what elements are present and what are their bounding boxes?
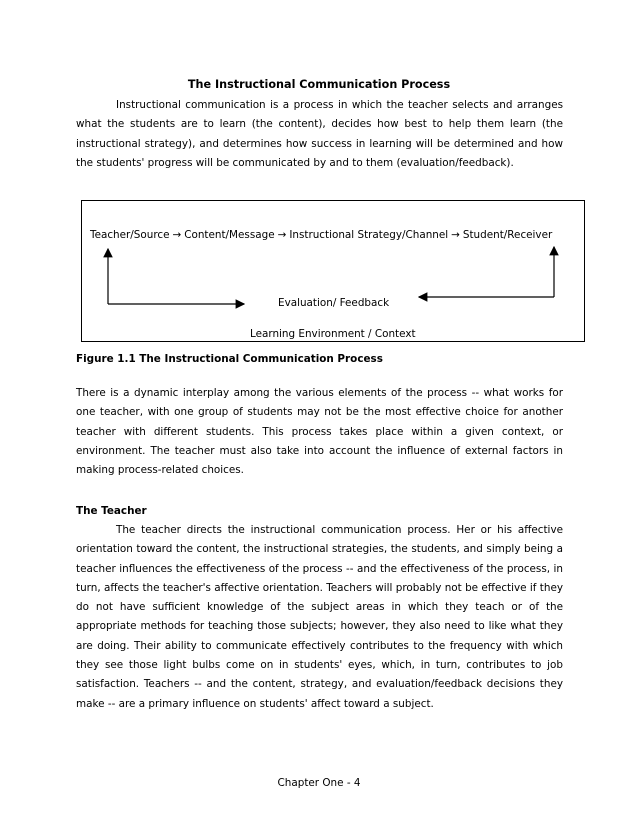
feedback-arrows [82,201,586,343]
process-diagram [81,200,585,342]
interplay-paragraph [76,384,563,480]
arrow-right-icon: → [172,229,182,241]
node-teacher-source: Teacher/Source [90,229,170,241]
node-instructional-strategy: Instructional Strategy/Channel [289,229,449,241]
page-title: The Instructional Communication Process [187,78,451,91]
figure-caption: Figure 1.1 The Instructional Communication Process [76,353,383,365]
intro-paragraph [76,96,563,173]
intro-text: Instructional communication is a process in which the teacher selects and arranges what the students are to learn (the content), decides how best to help them learn (the instructional strategy), and determines how success in learning will be determined and how the students' progress will be communicated by and to them (evaluation/feedback). [76,99,563,169]
teacher-paragraph [76,521,563,714]
page-footer: Chapter One - 4 [277,777,361,789]
arrow-right-icon: → [451,229,460,241]
environment-label: Learning Environment / Context [250,328,416,340]
arrow-right-icon: → [277,229,287,241]
interplay-text: There is a dynamic interplay among the various elements of the process -- what works for one teacher, with one group of students may not be the most effective choice for another teacher with different students. This process takes place within a given context, or environment. The teacher must also take into account the influence of external factors in making process-related choices. [76,387,563,477]
section-heading: The Teacher [76,505,147,517]
node-content-message: Content/Message [184,229,275,241]
feedback-label: Evaluation/ Feedback [278,297,390,309]
node-student-receiver: Student/Receiver [462,229,553,241]
teacher-text: The teacher directs the instructional communication process. Her or his affective orientation toward the content, the instructional strategies, the students, and simply being a teacher influences the effectiveness of the process -- and the effectiveness of the process, in turn, affects the teacher's affective orientation. Teachers will probably not be effective if they do not have sufficient knowledge of the subject areas in which they teach or of the appropriate methods for teaching those subjects; however, they also need to like what they are doing. Their ability to communicate effectively contributes to the frequency with which they see those light bulbs come on in students' eyes, which, in turn, contributes to job satisfaction. Teachers -- and the content, strategy, and evaluation/feedback decisions they make -- are a primary influence on students' affect toward a subject. [76,524,563,710]
